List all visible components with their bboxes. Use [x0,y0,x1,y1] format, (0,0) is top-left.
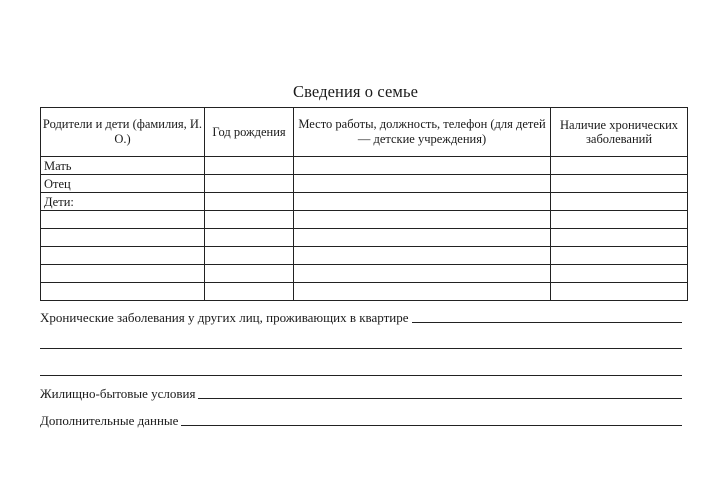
cell-workplace[interactable] [294,193,551,211]
cell-name[interactable]: Дети: [41,193,205,211]
header-parents-children: Родители и дети (фамилия, И. О.) [41,108,205,157]
cell-workplace[interactable] [294,211,551,229]
cell-name[interactable] [41,265,205,283]
family-info-table [40,107,688,301]
table-row [41,193,688,211]
cell-birth-year[interactable] [205,157,294,175]
living-conditions-field [40,386,682,402]
table-row [41,247,688,265]
chronic-others-continuation-line-1[interactable] [40,348,682,349]
table-row [41,175,688,193]
additional-data-input-line[interactable] [181,424,682,426]
cell-workplace[interactable] [294,229,551,247]
chronic-others-label: Хронические заболевания у других лиц, проживающих в квартире [40,310,409,325]
table-row [41,157,688,175]
cell-chronic[interactable] [551,175,688,193]
cell-birth-year[interactable] [205,229,294,247]
cell-birth-year[interactable] [205,193,294,211]
table-header-row [41,108,688,157]
cell-name[interactable] [41,229,205,247]
cell-birth-year[interactable] [205,211,294,229]
cell-chronic[interactable] [551,157,688,175]
cell-birth-year[interactable] [205,265,294,283]
chronic-others-input-line[interactable] [412,321,682,323]
cell-chronic[interactable] [551,211,688,229]
chronic-others-continuation-line-2[interactable] [40,375,682,376]
table-row [41,265,688,283]
header-birth-year: Год рождения [205,108,294,157]
form-title: Сведения о семье [292,82,418,101]
cell-chronic[interactable] [551,229,688,247]
table-row [41,283,688,301]
cell-birth-year[interactable] [205,175,294,193]
cell-name[interactable] [41,283,205,301]
cell-chronic[interactable] [551,283,688,301]
cell-workplace[interactable] [294,265,551,283]
cell-workplace[interactable] [294,283,551,301]
cell-name[interactable]: Отец [41,175,205,193]
chronic-others-field [40,310,682,326]
cell-name[interactable]: Мать [41,157,205,175]
header-chronic-diseases: Наличие хронических заболеваний [551,108,688,157]
living-conditions-label: Жилищно-бытовые условия [40,386,196,401]
cell-birth-year[interactable] [205,283,294,301]
cell-chronic[interactable] [551,265,688,283]
header-workplace: Место работы, должность, телефон (для детей — детские учреждения) [294,108,551,157]
additional-data-label: Дополнительные данные [40,413,179,428]
additional-data-field [40,413,682,429]
cell-workplace[interactable] [294,157,551,175]
table-row [41,211,688,229]
cell-name[interactable] [41,247,205,265]
cell-workplace[interactable] [294,175,551,193]
table-row [41,229,688,247]
cell-workplace[interactable] [294,247,551,265]
cell-name[interactable] [41,211,205,229]
cell-birth-year[interactable] [205,247,294,265]
cell-chronic[interactable] [551,193,688,211]
living-conditions-input-line[interactable] [198,397,682,399]
cell-chronic[interactable] [551,247,688,265]
